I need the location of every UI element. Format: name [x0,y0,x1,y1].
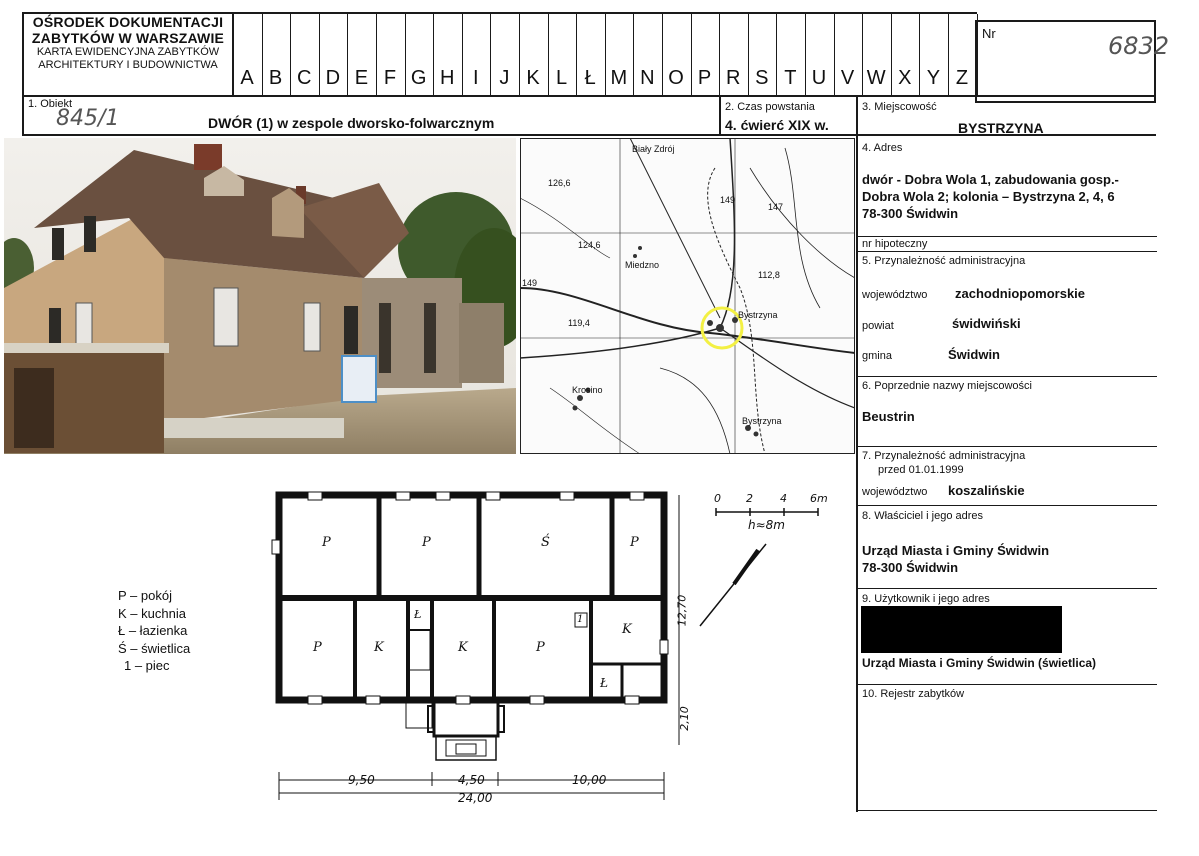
wojewodztwo-value: zachodniopomorskie [955,286,1086,301]
index-letter: Y [926,67,941,89]
row-divider [857,251,1157,252]
legend-item-pokoj: P – pokój [118,588,172,603]
nr-value: 6832 [1108,32,1170,60]
index-letter: A [240,67,254,89]
svg-text:Krosino: Krosino [572,385,603,395]
room-l-2: Ł [600,676,609,690]
organization-header [24,14,232,71]
gmina-value: Świdwin [948,347,1000,362]
wlasciciel-line-1: Urząd Miasta i Gminy Świdwin [862,543,1050,558]
index-letter: S [755,67,769,89]
index-letter: K [526,67,540,89]
room-p-5: P [536,640,545,655]
czas-left-line [719,96,721,136]
header-bottom-line [22,95,1156,97]
przynaleznosc-label: 5. Przynależność administracyjna [862,255,1026,267]
room-s: Ś [541,535,550,550]
miejscowosc-value: BYSTRZYNA [958,120,1044,136]
dim-right: 10,00 [572,773,607,787]
adres-line-3: 78-300 Świdwin [862,206,959,221]
index-letter: U [811,67,827,89]
svg-text:147: 147 [768,202,784,212]
wojewodztwo-1999-label: województwo [862,486,928,498]
legend-item-lazienka: Ł – łazienka [118,623,188,638]
przynaleznosc-1999-sub: przed 01.01.1999 [878,464,964,476]
index-letter: P [697,67,712,89]
row-divider [857,810,1157,811]
index-letter: Ł [584,67,596,89]
dim-porch: 2,10 [677,706,691,731]
svg-text:Bystrzyna: Bystrzyna [742,416,782,426]
row-divider [857,236,1157,237]
room-l-1: Ł [414,608,422,621]
org-line-1: OŚRODEK DOKUMENTACJI [32,14,224,30]
row-divider [857,505,1157,506]
stove-marker: 1 [577,614,584,625]
wlasciciel-line-2: 78-300 Świdwin [862,560,959,575]
location-map [520,138,855,454]
gmina-label: gmina [862,350,892,362]
obiekt-value: DWÓR (1) w zespole dworsko-folwarcznym [208,115,495,131]
row-divider [857,684,1157,685]
index-letter: J [499,67,510,89]
uzytkownik-label: 9. Użytkownik i jego adres [862,593,990,605]
index-letter: E [354,67,369,89]
poprzednie-nazwy-label: 6. Poprzednie nazwy miejscowości [862,380,1032,392]
legend-item-kuchnia: K – kuchnia [118,605,186,621]
powiat-value: świdwiński [952,316,1021,331]
index-letter: Z [955,67,969,89]
index-letter: O [668,67,684,89]
svg-text:Biały Zdrój: Biały Zdrój [632,144,675,154]
svg-text:149: 149 [522,278,538,288]
wojewodztwo-label: województwo [862,289,928,301]
index-letter: N [640,67,655,89]
rejestr-label: 10. Rejestr zabytków [862,688,965,700]
index-letter: X [898,67,912,89]
adres-line-2: Dobra Wola 2; kolonia – Bystrzyna 2, 4, 6 [862,189,1115,204]
powiat-label: powiat [862,320,894,332]
miejscowosc-label: 3. Miejscowość [862,101,937,113]
adres-line-1: dwór - Dobra Wola 1, zabudowania gosp.- [862,172,1119,187]
dim-total: 24,00 [458,791,493,805]
nr-label: Nr [982,26,996,41]
room-p-1: P [322,535,331,550]
org-line-3: KARTA EWIDENCYJNA ZABYTKÓW [36,46,220,59]
obiekt-label: 1. Obiekt [28,98,73,110]
index-letter: V [840,67,855,89]
north-arrow-icon [694,540,774,630]
svg-text:149: 149 [720,195,736,205]
redacted-block [861,606,1062,653]
index-letter: G [410,67,427,89]
org-line-2: ZABYTKÓW W WARSZAWIE [31,30,225,47]
row-divider [857,376,1157,377]
room-p-3: P [630,535,639,550]
legend-item-swietlica: Ś – świetlica [118,640,191,656]
dim-depth: 12,70 [675,594,689,627]
index-letter: I [473,67,479,89]
room-k-1: K [374,640,384,655]
svg-text:112,8: 112,8 [758,270,780,280]
room-p-2: P [422,535,431,550]
nr-box-top [975,20,1156,22]
right-column-line [856,96,858,812]
nr-box-bottom [975,101,1156,103]
index-letter: F [383,67,397,89]
svg-text:Bystrzyna: Bystrzyna [738,310,778,320]
wlasciciel-label: 8. Właściciel i jego adres [862,510,984,522]
index-letter: D [325,67,341,89]
wojewodztwo-1999-value: koszalińskie [948,483,1025,498]
scale-tick-0: 0 [714,492,721,505]
scale-tick-4: 4 [780,492,787,505]
height-note: h≈8m [748,518,785,532]
room-k-3: K [622,622,632,637]
letter-separator [977,14,978,96]
room-k-2: K [458,640,468,655]
room-p-4: P [313,640,322,655]
hipoteczny-label: nr hipoteczny [862,238,928,250]
row-divider [857,446,1157,447]
index-letter: B [268,67,283,89]
index-letter: R [725,67,741,89]
row-divider [857,588,1157,589]
index-letter: L [556,67,568,89]
svg-text:124,6: 124,6 [578,240,601,250]
dim-left: 9,50 [348,773,375,787]
index-letter: C [296,67,312,89]
scale-tick-2: 2 [746,492,753,505]
uzytkownik-value: Urząd Miasta i Gminy Świdwin (świetlica) [862,656,1097,670]
index-letter: W [866,67,886,89]
dim-mid: 4,50 [458,773,485,787]
org-line-4: ARCHITEKTURY I BUDOWNICTWA [38,58,218,71]
legend-item-piec: 1 – piec [124,658,170,673]
floor-plan [260,480,680,810]
poprzednie-nazwy-value: Beustrin [862,409,915,424]
adres-label: 4. Adres [862,142,903,154]
manor-photo [4,138,516,454]
svg-text:126,6: 126,6 [548,178,571,188]
index-letter: H [439,67,455,89]
index-letter: M [610,67,628,89]
svg-text:119,4: 119,4 [568,318,590,328]
index-letter: T [784,67,797,89]
legend [118,587,190,675]
obiekt-handwritten-number: 845/1 [56,106,120,131]
scale-tick-6: 6m [810,492,828,505]
svg-text:Miedzno: Miedzno [625,260,660,270]
przynaleznosc-1999-label: 7. Przynależność administracyjna [862,450,1026,462]
czas-label: 2. Czas powstania [725,101,815,113]
czas-value: 4. ćwierć XIX w. [725,117,829,133]
